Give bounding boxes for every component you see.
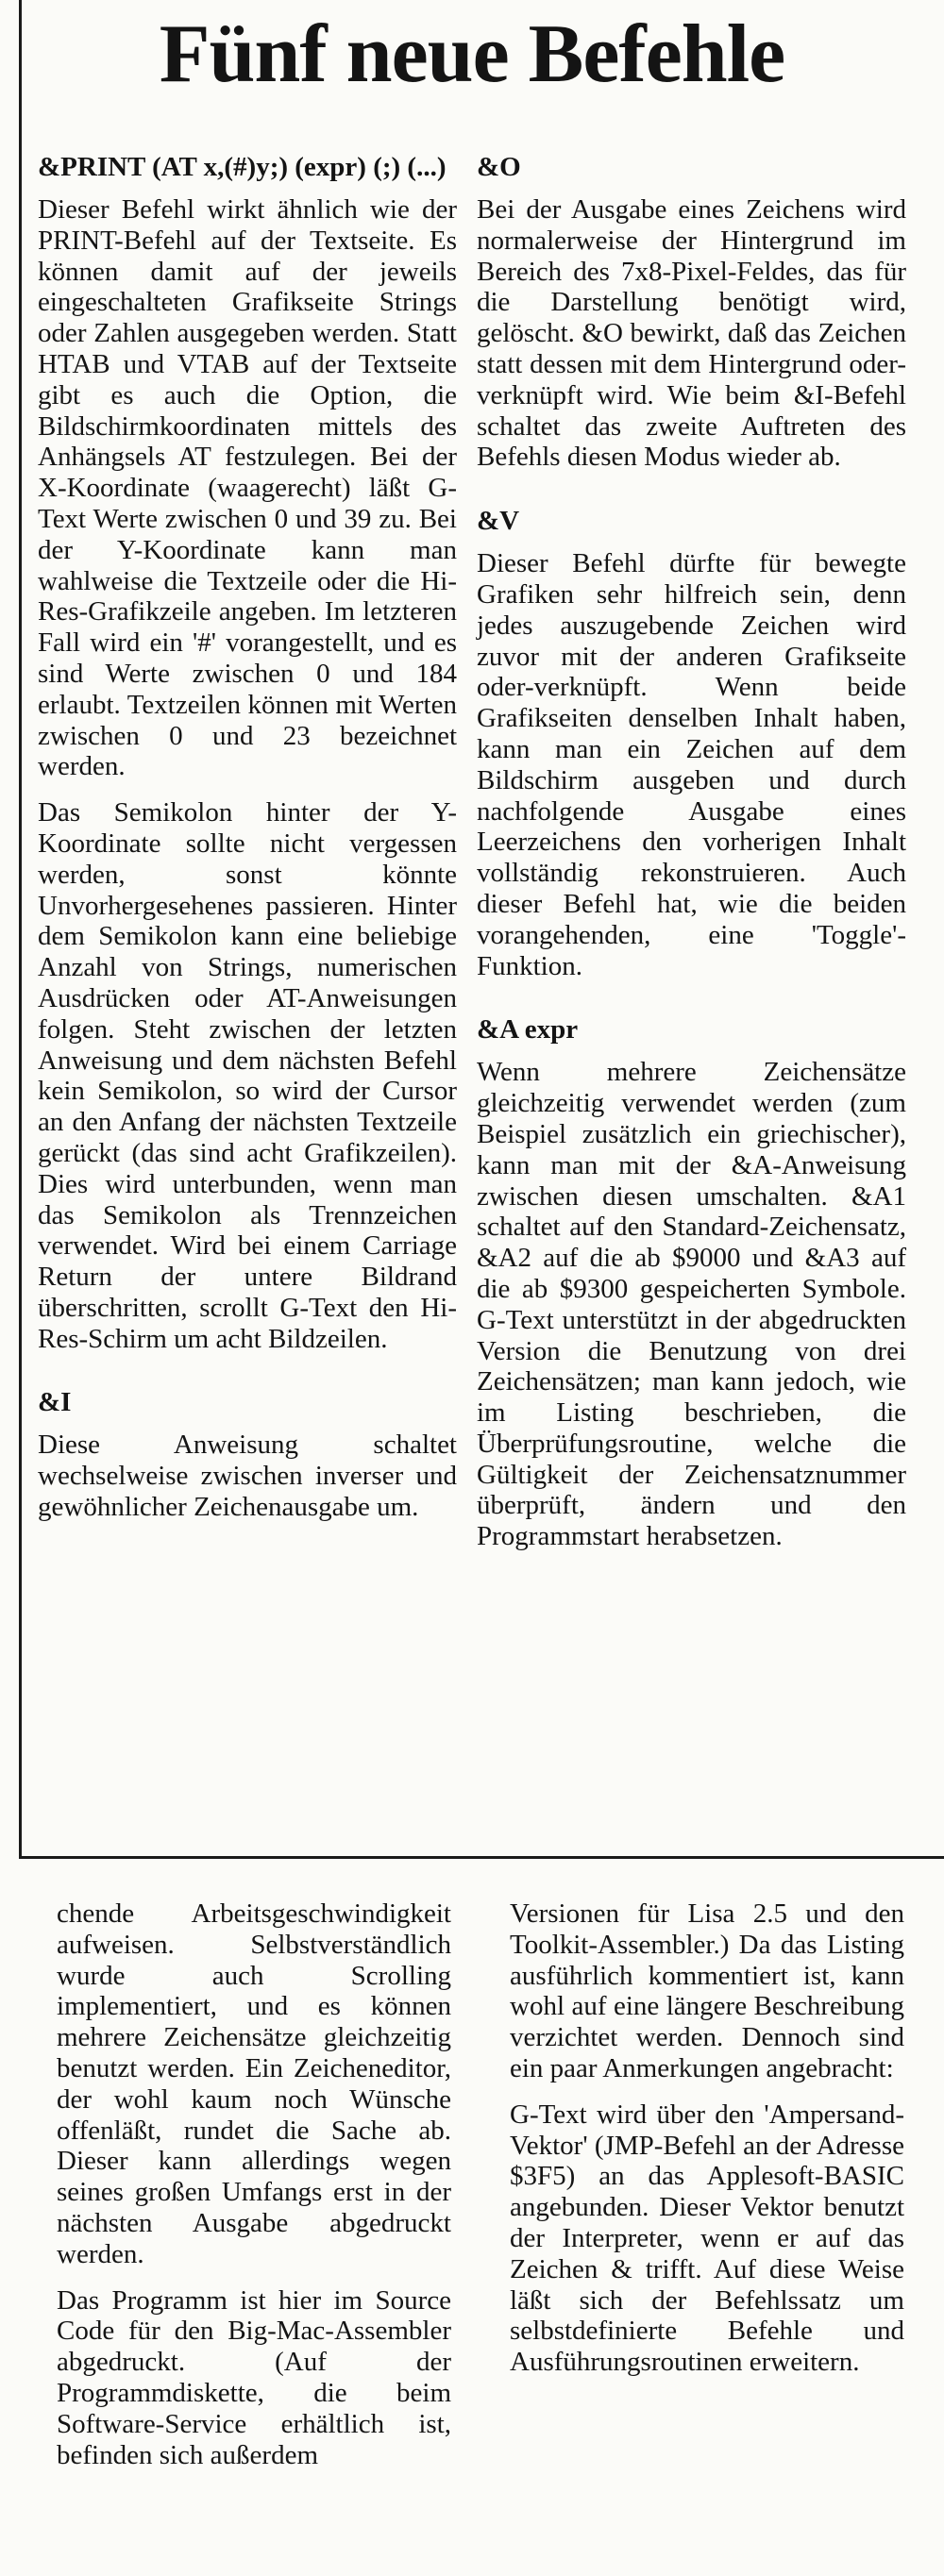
paragraph: Diese Anweisung schaltet wechselweise zwischen inverser und gewöhnlicher Zeichenausgabe um. [38, 1430, 457, 1523]
paragraph: Wenn mehrere Zeichensätze gleichzeitig verwendet werden (zum Beispiel zusätzlich ein griechischer), kann man mit der &A-Anweisung zwischen diesen umschalten. &A1 schaltet auf den Standard-Zeichensatz, &A2 auf die ab $9000 und &A3 auf die ab $9300 gespeicherten Symbole. G-Text unterstützt in der abgedruckten Version die Benutzung von drei Zeichensätzen; man kann jedoch, wie im Listing beschrieben, die Überprüfungsroutine, welche die Gültigkeit der Zeichensatznummer überprüft, ändern und den Programmstart herabsetzen. [477, 1057, 906, 1552]
paragraph: chende Arbeitsgeschwindigkeit aufweisen. Selbstverständlich wurde auch Scrolling implementiert, und es können mehrere Zeichensätze gleichzeitig benutzt werden. Ein Zeicheneditor, der wohl kaum noch Wünsche offenläßt, rundet die Sache ab. Dieser kann allerdings wegen seines großen Umfangs erst in der nächsten Ausgabe abgedruckt werden. [57, 1899, 451, 2269]
heading-xor: &V [477, 506, 520, 537]
box-column-left [38, 151, 457, 1538]
body-column-left [57, 1899, 451, 2485]
article-title: Fünf neue Befehle [159, 8, 785, 100]
paragraph: Das Semikolon hinter der Y-Koordinate sollte nicht vergessen werden, sonst könnte Unvorhergesehenes passieren. Hinter dem Semikolon kann eine beliebige Anzahl von Strings, numerischen Ausdrücken oder AT-Anweisungen folgen. Steht zwischen der letzten Anweisung und dem nächsten Befehl kein Semikolon, so wird der Cursor an den Anfang der nächsten Textzeile gerückt (das sind acht Grafikzeilen). Dies wird unterbunden, wenn man das Semikolon als Trennzeichen verwendet. Wird bei einem Carriage Return der untere Bildrand überschritten, scrollt G-Text den Hi-Res-Schirm um acht Bildzeilen. [38, 797, 457, 1354]
heading-inverse: &I [38, 1387, 72, 1418]
heading-overlay: &O [477, 152, 521, 182]
body-column-right [510, 1899, 904, 2393]
paragraph: Versionen für Lisa 2.5 und den Toolkit-Assembler.) Da das Listing ausführlich kommentiert ist, kann wohl auf eine längere Beschreibung verzichtet werden. Dennoch sind ein paar Anmerkungen angebracht: [510, 1899, 904, 2083]
heading-charset: &A expr [477, 1014, 579, 1045]
paragraph: Das Programm ist hier im Source Code für den Big-Mac-Assembler abgedruckt. (Auf der Programmdiskette, die beim Software-Service erhältlich ist, befinden sich außerdem [57, 2284, 451, 2470]
paragraph: Bei der Ausgabe eines Zeichens wird normalerweise der Hintergrund im Bereich des 7x8-Pixel-Feldes, das für die Darstellung benötigt wird, gelöscht. &O bewirkt, daß das Zeichen statt dessen mit dem Hintergrund oder-verknüpft wird. Wie beim &I-Befehl schaltet das zweite Auftreten des Befehls diesen Modus wieder ab. [477, 194, 906, 473]
paragraph: Dieser Befehl dürfte für bewegte Grafiken sehr hilfreich sein, denn jedes auszugebende Zeichen wird zuvor mit der anderen Grafikseite oder-verknüpft. Wenn beide Grafikseiten denselben Inhalt haben, kann man ein Zeichen auf dem Bildschirm ausgeben und durch nachfolgende Ausgabe eines Leerzeichens den vorherigen Inhalt vollständig rekonstruieren. Auch dieser Befehl hat, wie die beiden vorangehenden, eine 'Toggle'-Funktion. [477, 548, 906, 981]
box-column-right [477, 151, 906, 1567]
paragraph: Dieser Befehl wirkt ähnlich wie der PRINT-Befehl auf der Textseite. Es können damit auf der jeweils eingeschalteten Grafikseite Strings oder Zahlen ausgegeben werden. Statt HTAB und VTAB auf der Textseite gibt es auch die Option, die Bildschirmkoordinaten mittels des Anhängsels AT festzulegen. Bei der X-Koordinate (waagerecht) läßt G-Text Werte zwischen 0 und 39 zu. Bei der Y-Koordinate kann man wahlweise die Textzeile oder die Hi-Res-Grafikzeile angeben. Im letzteren Fall wird ein '#' vorangestellt, und es sind Werte zwischen 0 und 184 erlaubt. Textzeilen können mit Werten zwischen 0 und 23 bezeichnet werden. [38, 194, 457, 782]
paragraph: G-Text wird über den 'Ampersand-Vektor' (JMP-Befehl an der Adresse $3F5) an das Applesoft-BASIC angebunden. Dieser Vektor benutzt der Interpreter, wenn er auf das Zeichen & trifft. Auf diese Weise läßt sich der Befehlssatz um selbstdefinierte Befehle und Ausführungsroutinen erweitern. [510, 2099, 904, 2378]
heading-print: &PRINT (AT x,(#)y;) (expr) (;) (...) [38, 152, 447, 182]
